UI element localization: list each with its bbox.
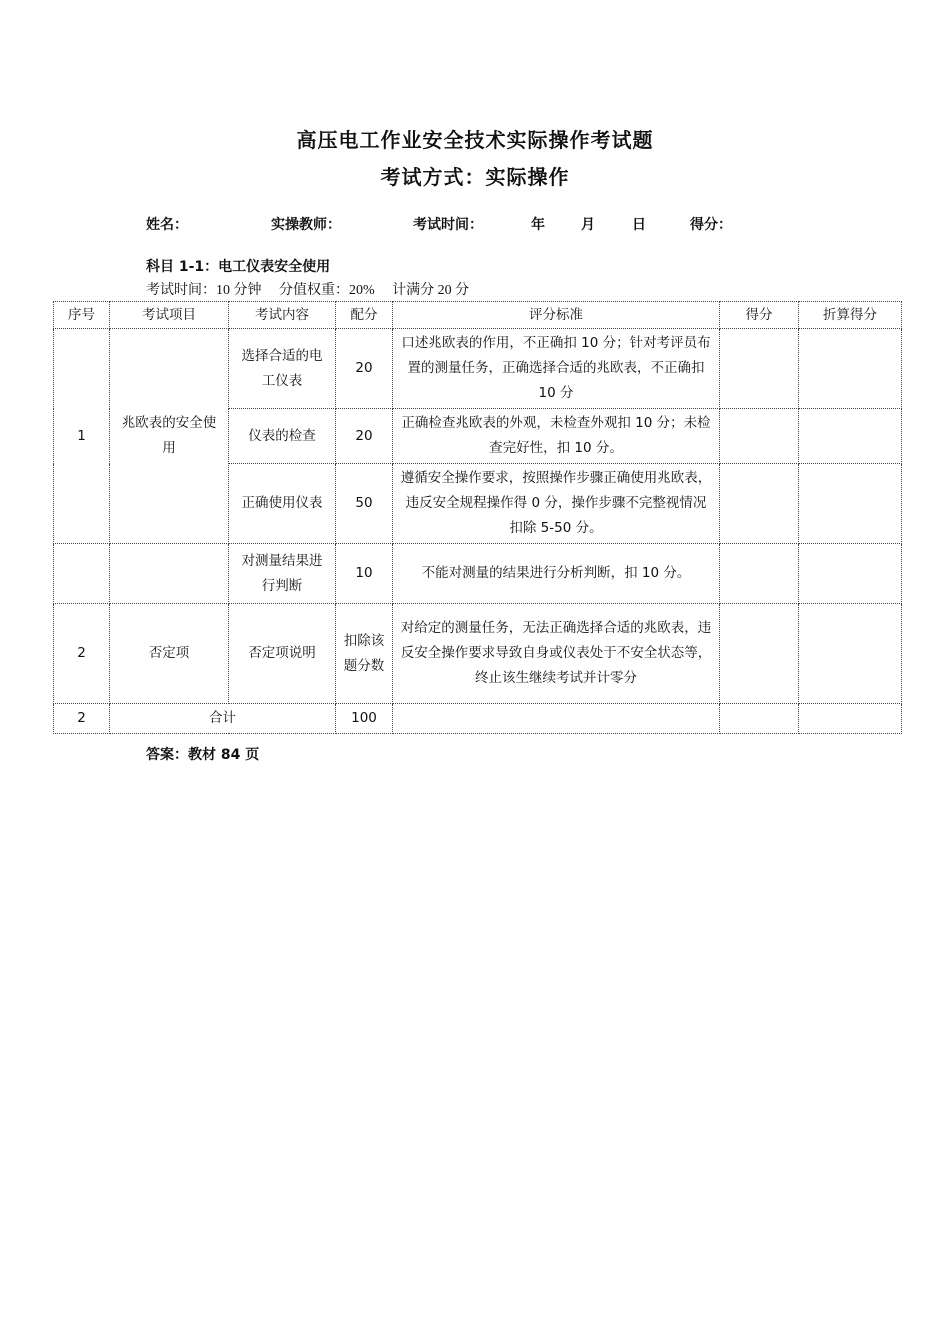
row-criteria-cell: 遵循安全操作要求，按照操作步骤正确使用兆欧表，违反安全规程操作得 0 分，操作步骤不完整视情况扣除 5-50 分。 bbox=[393, 464, 720, 544]
row-points-cell: 20 bbox=[336, 329, 393, 409]
scoring-table bbox=[53, 301, 902, 734]
table-total-row bbox=[54, 704, 902, 734]
row-points-cell: 10 bbox=[336, 544, 393, 604]
day-label: 日 bbox=[632, 217, 646, 233]
page-subtitle: 考试方式：实际操作 bbox=[380, 165, 570, 189]
row-converted-cell bbox=[799, 544, 902, 604]
total-no-cell: 2 bbox=[54, 704, 110, 734]
header-criteria: 评分标准 bbox=[393, 302, 720, 329]
row-criteria-cell: 对给定的测量任务，无法正确选择合适的兆欧表，违反安全操作要求导致自身或仪表处于不安全状态等，终止该生继续考试并计零分 bbox=[393, 604, 720, 704]
full-score-text: 计满分 20 分 bbox=[392, 283, 470, 298]
total-converted-cell bbox=[799, 704, 902, 734]
row-score-cell bbox=[720, 329, 799, 409]
duration-text: 考试时间：10 分钟 bbox=[146, 283, 262, 298]
row-content-cell: 选择合适的电工仪表 bbox=[229, 329, 336, 409]
row-no-cell: 2 bbox=[54, 604, 110, 704]
row-criteria-cell: 口述兆欧表的作用，不正确扣 10 分；针对考评员布置的测量任务，正确选择合适的兆欧表，不正确扣 10 分 bbox=[393, 329, 720, 409]
table-row bbox=[54, 329, 902, 409]
row-content-cell: 仪表的检查 bbox=[229, 409, 336, 464]
row-converted-cell bbox=[799, 329, 902, 409]
total-label-cell: 合计 bbox=[110, 704, 336, 734]
answer-note: 答案：教材 84 页 bbox=[146, 747, 260, 763]
row-no-cell bbox=[54, 544, 110, 604]
row-criteria-cell: 正确检查兆欧表的外观，未检查外观扣 10 分；未检查完好性，扣 10 分。 bbox=[393, 409, 720, 464]
row-points-cell: 50 bbox=[336, 464, 393, 544]
table-row bbox=[54, 544, 902, 604]
row-item-cell: 兆欧表的安全使用 bbox=[110, 329, 229, 544]
row-points-cell: 20 bbox=[336, 409, 393, 464]
header-score: 得分 bbox=[720, 302, 799, 329]
exam-time-label: 考试时间： bbox=[413, 217, 483, 233]
header-content: 考试内容 bbox=[229, 302, 336, 329]
page-title: 高压电工作业安全技术实际操作考试题 bbox=[296, 128, 654, 152]
row-item-cell bbox=[110, 544, 229, 604]
table-row bbox=[54, 604, 902, 704]
total-criteria-cell bbox=[393, 704, 720, 734]
row-no-cell: 1 bbox=[54, 329, 110, 544]
name-label: 姓名： bbox=[146, 217, 188, 233]
header-converted: 折算得分 bbox=[799, 302, 902, 329]
row-points-cell: 扣除该题分数 bbox=[336, 604, 393, 704]
row-score-cell bbox=[720, 409, 799, 464]
header-no: 序号 bbox=[54, 302, 110, 329]
total-points-cell: 100 bbox=[336, 704, 393, 734]
row-converted-cell bbox=[799, 604, 902, 704]
month-label: 月 bbox=[581, 217, 595, 233]
table-header-row bbox=[54, 302, 902, 329]
subject-heading: 科目 1-1：电工仪表安全使用 bbox=[146, 259, 331, 275]
weight-text: 分值权重：20% bbox=[279, 283, 375, 298]
row-content-cell: 否定项说明 bbox=[229, 604, 336, 704]
row-content-cell: 对测量结果进行判断 bbox=[229, 544, 336, 604]
teacher-label: 实操教师： bbox=[271, 217, 341, 233]
row-score-cell bbox=[720, 464, 799, 544]
row-score-cell bbox=[720, 604, 799, 704]
total-score-cell bbox=[720, 704, 799, 734]
row-content-cell: 正确使用仪表 bbox=[229, 464, 336, 544]
row-criteria-cell: 不能对测量的结果进行分析判断，扣 10 分。 bbox=[393, 544, 720, 604]
year-label: 年 bbox=[531, 217, 545, 233]
row-converted-cell bbox=[799, 409, 902, 464]
score-label: 得分： bbox=[690, 217, 732, 233]
row-score-cell bbox=[720, 544, 799, 604]
row-item-cell: 否定项 bbox=[110, 604, 229, 704]
row-converted-cell bbox=[799, 464, 902, 544]
exam-meta bbox=[146, 279, 483, 299]
header-points: 配分 bbox=[336, 302, 393, 329]
header-item: 考试项目 bbox=[110, 302, 229, 329]
